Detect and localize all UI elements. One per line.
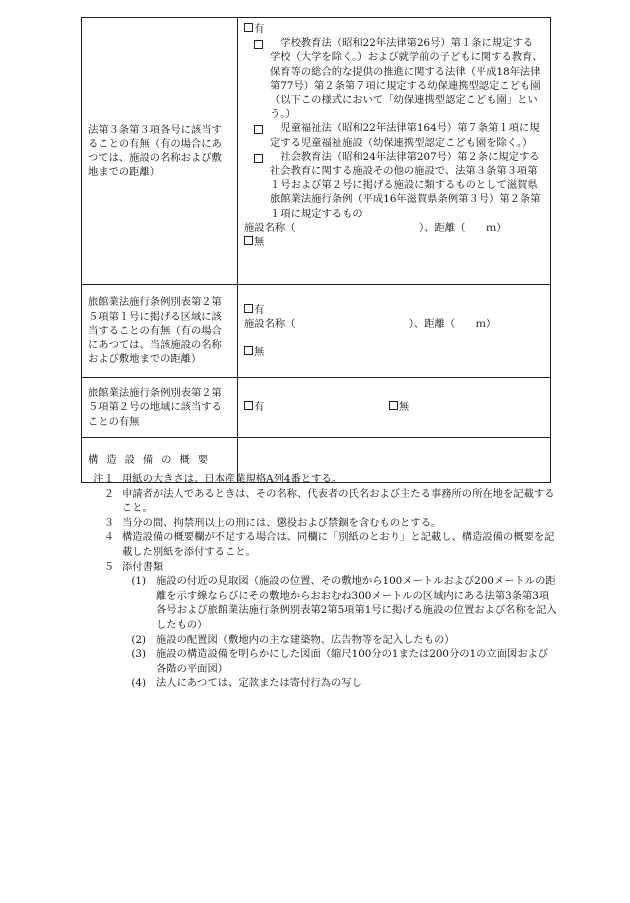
attachment-1-key: (1) (131, 575, 146, 588)
row3-label: 旅館業法施行条例別表第２第５項第２号の地域に該当することの有無 (82, 378, 238, 438)
application-form-table (81, 17, 551, 483)
row3-no-label: 無 (398, 401, 410, 414)
row2-facility-line[interactable]: 施設名称（ ）、距離（ ｍ） (244, 317, 497, 330)
row1-content (238, 18, 551, 285)
note-2 (88, 487, 558, 516)
attachment-1 (88, 574, 558, 632)
attachment-3-key: (3) (131, 648, 146, 661)
row1-item-school (254, 36, 543, 121)
row-ordinance-area (82, 285, 551, 378)
row1-yes-checkbox[interactable] (244, 23, 253, 32)
note-1 (88, 472, 558, 487)
attachment-4 (88, 676, 558, 691)
row2-label: 旅館業法施行条例別表第２第５項第１号に掲げる区域に該当することの有無（有の場合にあつては、当該施設の名称および敷地までの距離） (82, 285, 238, 378)
attachment-2-text: 施設の配置図（敷地内の主な建築物、広告物等を記入したもの） (156, 633, 455, 646)
attachment-3 (88, 647, 558, 676)
row2-yes-label: 有 (254, 303, 265, 316)
row3-content (238, 378, 551, 438)
attachment-1-text: 施設の付近の見取図（施設の位置、その敷地から100メートルおよび200メートルの距離を示す線ならびにその敷地からおおむね300メートルの区域内にある法第3条第3項各号および旅館業法施行条例別表第2第5項第1号に掲げる施設の位置および名称を記入したもの） (156, 575, 557, 631)
note-5-key: ５ (103, 560, 114, 573)
note-2-key: ２ (103, 487, 114, 500)
row1-facility-line[interactable]: 施設名称（ ）、距離（ ｍ） (244, 221, 507, 234)
row2-content (238, 285, 551, 378)
row2-no-label: 無 (254, 346, 265, 359)
row1-no-checkbox[interactable] (244, 236, 253, 245)
row1-item3-checkbox[interactable] (254, 154, 263, 163)
row1-item2-text: 児童福祉法（昭和22年法律第164号）第７条第１項に規定する児童福祉施設（幼保連携型認定こども園を除く。） (270, 122, 540, 149)
note-2-text: 申請者が法人であるときは、その名称、代表者の氏名および主たる事務所の所在地を記載すること。 (122, 487, 555, 515)
note-4 (88, 530, 558, 559)
row4-label: 構造設備の概要 (82, 438, 238, 483)
attachment-4-text: 法人にあつては、定款または寄付行為の写し (156, 677, 362, 690)
note-3-key: ３ (103, 516, 114, 529)
row1-no-label: 無 (254, 236, 265, 249)
row1-yes-label: 有 (254, 23, 265, 35)
row3-no-checkbox[interactable] (389, 401, 398, 410)
attachment-2-key: (2) (131, 633, 146, 646)
row2-yes-checkbox[interactable] (244, 304, 253, 313)
attachment-3-text: 施設の構造設備を明らかにした図面（縮尺100分の1または200分の1の立面図および各階の平面図） (156, 648, 549, 675)
note-5 (88, 560, 558, 575)
row2-no-checkbox[interactable] (244, 346, 253, 355)
note-4-key: ４ (103, 531, 114, 544)
note-4-text: 構造設備の概要欄が不足する場合は、同欄に「別紙のとおり」と記載し、構造設備の概要を記載した別紙を添付すること。 (122, 531, 555, 558)
note-3-text: 当分の間、拘禁刑以上の刑には、懲役および禁錮を含むものとする。 (122, 516, 442, 529)
row3-yes-label: 有 (254, 401, 265, 414)
row1-item3-text: 社会教育法（昭和24年法律第207号）第２条に規定する社会教育に関する施設その他の施設で、法第３条第３項第１号および第２号に掲げる施設に類するものとして滋賀県旅館業法施行条例（平成16年滋賀県条例第３号）第２条第１項に規定するもの (270, 150, 541, 220)
row3-yes-checkbox[interactable] (244, 401, 253, 410)
row1-item-social-education (254, 150, 543, 221)
row-school-proximity (82, 18, 551, 285)
row1-item1-text: 学校教育法（昭和22年法律第26号）第１条に規定する学校（大学を除く。）および就学前の子どもに関する教育、保育等の総合的な提供の推進に関する法律（平成18年法律第77号）第２条第７項に規定する幼保連携型認定こども園（以下この様式において「幼保連携型認定こども園」という。） (270, 37, 543, 121)
note-3 (88, 516, 558, 531)
row1-item1-checkbox[interactable] (254, 40, 263, 49)
note-5-text: 添付書類 (122, 560, 164, 573)
note-1-text: 用紙の大きさは、日本産業規格A列4番とする。 (122, 473, 342, 485)
row-ordinance-region (82, 378, 551, 438)
attachment-4-key: (4) (131, 677, 146, 690)
notes-section (88, 472, 558, 691)
attachment-2 (88, 633, 558, 648)
note-1-key: 注１ (93, 473, 114, 485)
row1-label: 法第３条第３項各号に該当することの有無（有の場合にあつては、施設の名称および敷地までの距離） (82, 18, 238, 285)
row1-item-child-welfare (254, 121, 543, 149)
row1-item2-checkbox[interactable] (254, 125, 263, 134)
